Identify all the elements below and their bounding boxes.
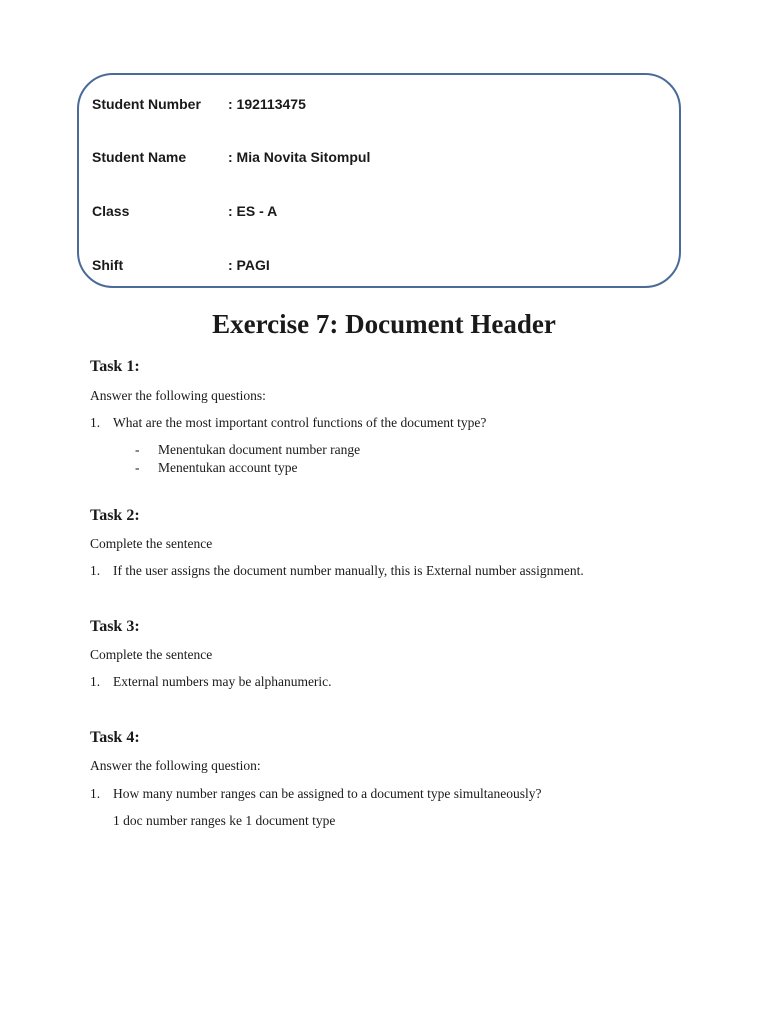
task-1-bullet-dash: - xyxy=(135,460,140,475)
task-1-bullet-dash: - xyxy=(135,442,140,457)
task-2-item-number: 1. xyxy=(90,563,101,578)
task-1-bullet-text: Menentukan account type xyxy=(158,460,298,475)
shift-label: Shift xyxy=(92,257,124,273)
student-name-label: Student Name xyxy=(92,149,187,165)
student-info-box xyxy=(77,73,681,288)
task-2-instruction: Complete the sentence xyxy=(90,536,213,551)
shift-value: : PAGI xyxy=(228,257,270,273)
document-title: Exercise 7: Document Header xyxy=(212,309,556,339)
task-1-item-text: What are the most important control functions of the document type? xyxy=(113,415,487,430)
student-number-value: : 192113475 xyxy=(228,96,306,112)
task-4-item-number: 1. xyxy=(90,786,101,801)
task-1-heading: Task 1: xyxy=(90,358,140,375)
task-1-item-number: 1. xyxy=(90,415,101,430)
task-2-item-text: If the user assigns the document number manually, this is External number assignment. xyxy=(113,563,584,578)
task-4-instruction: Answer the following question: xyxy=(90,758,261,773)
task-4-heading: Task 4: xyxy=(90,729,140,746)
task-2-heading: Task 2: xyxy=(90,507,140,524)
class-value: : ES - A xyxy=(228,203,278,219)
student-name-value: : Mia Novita Sitompul xyxy=(228,149,371,165)
task-4-item-text: How many number ranges can be assigned to a document type simultaneously? xyxy=(113,786,542,801)
task-3-heading: Task 3: xyxy=(90,618,140,635)
task-1-bullet-text: Menentukan document number range xyxy=(158,442,361,457)
class-label: Class xyxy=(92,203,130,219)
task-3-item-number: 1. xyxy=(90,674,101,689)
task-3-item-text: External numbers may be alphanumeric. xyxy=(113,674,332,689)
task-1-instruction: Answer the following questions: xyxy=(90,388,266,403)
student-number-label: Student Number xyxy=(92,96,201,112)
task-3-instruction: Complete the sentence xyxy=(90,647,213,662)
task-4-answer: 1 doc number ranges ke 1 document type xyxy=(113,813,336,828)
